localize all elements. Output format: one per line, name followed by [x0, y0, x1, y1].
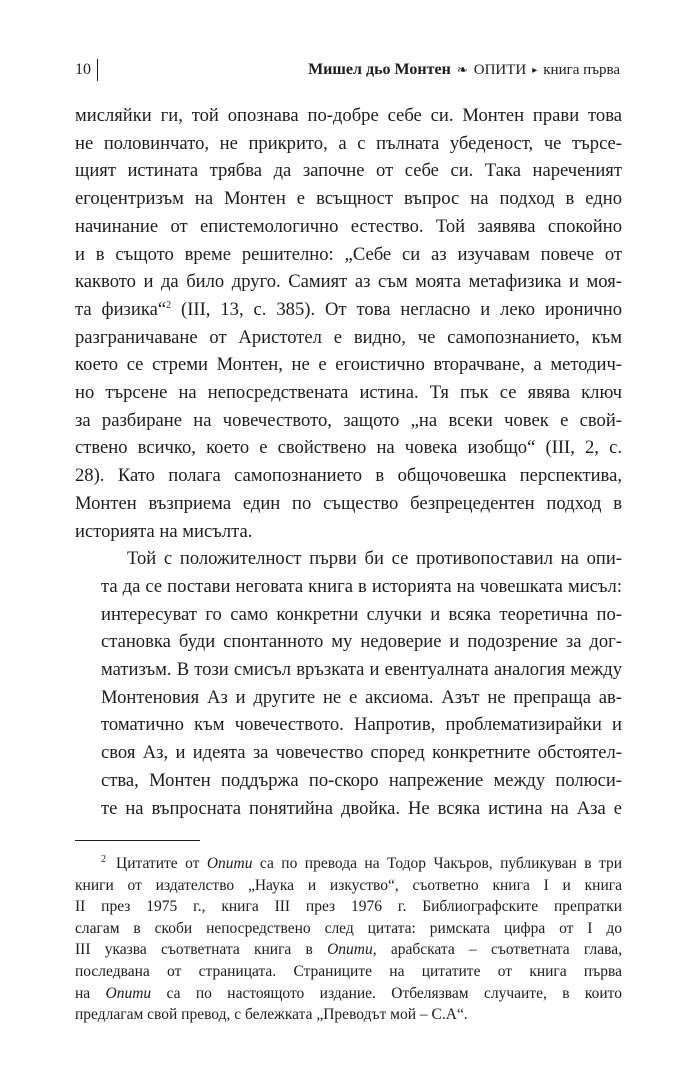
- text-line: но търсене на непосредствената истина. Тя пък се явява ключ: [75, 382, 622, 404]
- text-line: егоцентризъм на Монтен е всъщност въпрос на подход в едно: [75, 188, 622, 210]
- footnote-text: са по превода на Тодор Чакъров, публикуван в три: [252, 855, 622, 872]
- text-line: Монтен възприема един по същество безпрецедентен подход в: [75, 492, 622, 514]
- text-line: историята на мисълта.: [75, 520, 253, 542]
- text-line: не половинчато, не прикрито, а с пълната убеденост, че търсе-: [75, 132, 622, 154]
- text-line: та да се постави неговата книга в историята на човешката мисъл:: [101, 575, 622, 597]
- text-line: матизъм. В този смисъл връзката и евентуалната аналогия между: [101, 659, 622, 681]
- text-line: което се стреми Монтен, не е егоистично вторачване, а методич-: [75, 354, 622, 376]
- triangle-right-icon: ▸: [532, 64, 538, 76]
- footnote-line: [75, 853, 622, 875]
- footnote-text: на: [75, 984, 106, 1002]
- footnote: [75, 853, 622, 1026]
- paragraph-2: [75, 545, 622, 822]
- text-line: Монтеновия Аз и другите не е аксиома. Азът не препраща ав-: [101, 686, 622, 708]
- text-line: и в същото време решително: „Себе си аз изучавам повече от: [75, 243, 622, 265]
- text-line: интересуват го само конкретни случки и всяка теоретична по-: [101, 603, 622, 625]
- text-line: те на въпросната понятийна двойка. Не всяка истина на Аза е: [101, 797, 622, 819]
- text-line: за разбиране на човечеството, защото „на всеки човек е свой-: [75, 409, 622, 431]
- footnote-italic-title: Опити: [327, 941, 373, 959]
- header-author: Мишел дьо Монтен: [308, 61, 451, 78]
- footnote-line: книги от издателство „Наука и изкуство“, съответно книга I и книга: [75, 876, 622, 894]
- footnote-marker: 2: [101, 853, 106, 865]
- footnote-italic-title: Опити: [206, 855, 253, 872]
- running-header: [75, 58, 620, 82]
- text-line: 28). Като полага самопознанието в общочовешка перспектива,: [75, 465, 622, 487]
- footnote-line: [75, 939, 622, 961]
- text-line: становка буди спонтанното му недоверие и подозрение за дог-: [101, 631, 622, 653]
- footnote-italic-title: Опити: [105, 984, 152, 1002]
- text-line: своя Аз, и идеята за човечество според конкретните обстоятел-: [101, 742, 622, 764]
- footnote-text: Цитатите от: [116, 855, 207, 872]
- text-fragment: та физика“: [75, 298, 167, 320]
- text-fragment: (III, 13, с. 385). От това негласно и леко иронично: [171, 298, 622, 320]
- main-text: [75, 102, 622, 822]
- footnote-line: [75, 983, 622, 1005]
- footnote-text: са по настоящото издание. Отбелязвам случаите, в които: [151, 984, 622, 1002]
- footnote-reference[interactable]: 2: [166, 299, 172, 311]
- text-line: каквото и да било друго. Самият аз съм моята метафизика и моя-: [75, 271, 622, 293]
- text-line: мисляйки ги, той опознава по-добре себе си. Монтен прави това: [75, 105, 622, 126]
- text-line: ствено всичко, което е свойствено на човека изобщо“ (III, 2, с.: [75, 437, 622, 459]
- header-divider: [97, 59, 98, 81]
- page-number: [75, 59, 98, 81]
- footnote-line: предлагам свой превод, с бележката „Преводът мой – С.А“.: [75, 1006, 468, 1024]
- text-line: разграничаване от Аристотел е видно, че самопознанието, към: [75, 326, 622, 348]
- header-book-part: книга първа: [543, 61, 620, 78]
- text-line: щият истината трябва да започне от себе си. Така нареченият: [75, 160, 622, 182]
- text-line: начинание от епистемологично естество. Той заявява спокойно: [75, 215, 622, 237]
- footnote-text: , арабската – съответната глава,: [372, 941, 622, 959]
- text-line: Той с положителност първи би се противопоставил на опи-: [127, 548, 622, 570]
- footnote-line: последвана от страницата. Страниците на цитатите от книга първа: [75, 962, 622, 980]
- page-number-text: 10: [75, 61, 91, 78]
- header-book-title: ОПИТИ: [473, 61, 527, 78]
- footnote-line: II през 1975 г., книга III през 1976 г. Библиографските препратки: [75, 898, 622, 916]
- fleuron-icon: ❧: [456, 62, 468, 77]
- footnote-text: III указва съответната книга в: [75, 941, 328, 959]
- text-line: [75, 296, 622, 324]
- footnote-line: слагам в скоби непосредствено след цитата: римската цифра от I до: [75, 919, 622, 937]
- paragraph-1: [75, 102, 622, 545]
- text-line: ства, Монтен поддържа по-скоро напрежение между полюси-: [101, 769, 622, 791]
- text-line: томатично към човечеството. Напротив, проблематизирайки и: [101, 714, 622, 736]
- running-title: [308, 61, 620, 79]
- footnote-separator: [75, 840, 200, 841]
